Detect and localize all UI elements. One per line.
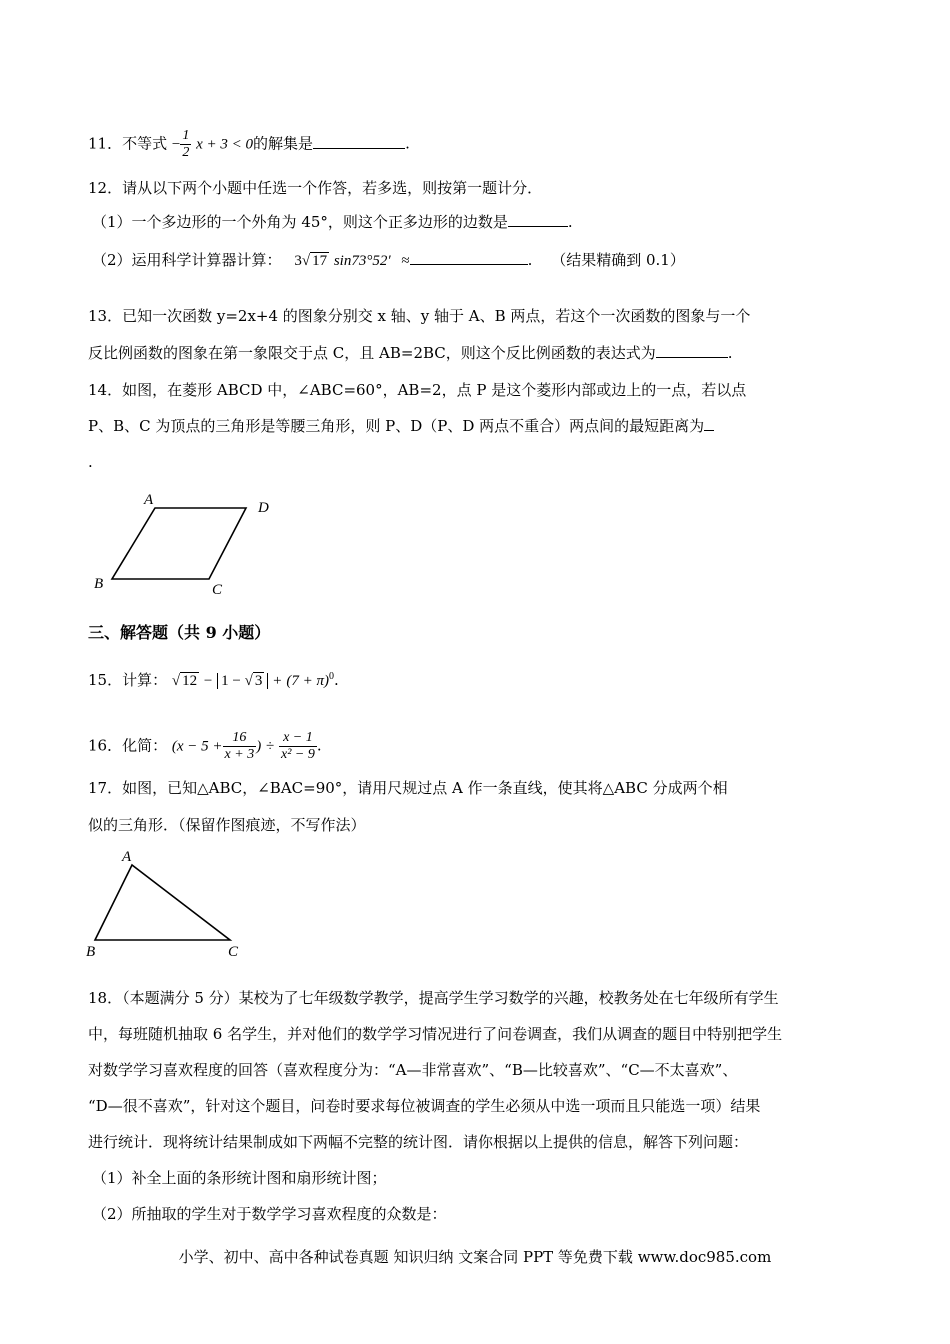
q13-end: . bbox=[727, 344, 733, 362]
q16-divide: ÷ bbox=[265, 738, 275, 755]
q15-plus: + bbox=[273, 673, 282, 689]
q17-line2: 似的三角形．（保留作图痕迹，不写作法） bbox=[88, 816, 366, 834]
q18-line3: 对数学学习喜欢程度的回答（喜欢程度分为：“A—非常喜欢”、“B—比较喜欢”、“C—不太喜欢”、 bbox=[88, 1061, 738, 1079]
rhombus-label-c: C bbox=[212, 582, 223, 598]
q15-paren: (7 + π) bbox=[286, 673, 330, 689]
section-3-title: 三、解答题（共 9 小题） bbox=[88, 623, 271, 642]
rhombus-label-a: A bbox=[144, 492, 154, 508]
q16-fraction-2 bbox=[279, 730, 317, 763]
q13-answer-blank[interactable] bbox=[656, 343, 728, 358]
q13-line2-wrap bbox=[88, 343, 733, 363]
q15-exponent: 0 bbox=[329, 671, 335, 682]
q11-frac-den: 2 bbox=[182, 145, 190, 160]
q18-sub1: （1）补全上面的条形统计图和扇形统计图； bbox=[92, 1169, 387, 1187]
q14-line2: P、B、C 为顶点的三角形是等腰三角形，则 P、D（P、D 两点不重合）两点间的最短距离为 bbox=[88, 417, 705, 435]
triangle-label-a: A bbox=[122, 849, 132, 865]
triangle-label-b: B bbox=[86, 944, 96, 960]
radical-sign: √ bbox=[301, 253, 311, 269]
q11-expression: x + 3 < 0 bbox=[196, 136, 254, 153]
q15-prefix: 15．计算： bbox=[88, 671, 168, 689]
q17-line1: 17．如图，已知△ABC，∠BAC=90°，请用尺规过点 A 作一条直线，使其将△ABC 分成两个相 bbox=[88, 779, 728, 797]
q14-answer-blank[interactable] bbox=[704, 416, 714, 431]
question-15 bbox=[88, 667, 339, 691]
q18-line4: “D—很不喜欢”，针对这个题目，问卷时要求每位被调查的学生必须从中选一项而且只能选一项）结果 bbox=[88, 1097, 761, 1115]
question-11 bbox=[88, 128, 410, 161]
q18-line5: 进行统计．现将统计结果制成如下两幅不完整的统计图．请你根据以上提供的信息，解答下列问题： bbox=[88, 1133, 749, 1151]
q12-sub2-function: sin73°52′ bbox=[333, 253, 391, 269]
q11-end: . bbox=[405, 134, 410, 153]
q12-sub1-text: （1）一个多边形的一个外角为 45°，则这个正多边形的边数是 bbox=[92, 213, 508, 231]
q11-suffix: 的解集是 bbox=[253, 134, 314, 153]
triangle-shape bbox=[95, 865, 230, 940]
q14-line1: 14．如图，在菱形 ABCD 中，∠ABC=60°，AB=2，点 P 是这个菱形内部或边上的一点，若以点 bbox=[88, 381, 747, 399]
triangle-label-c: C bbox=[228, 944, 239, 960]
q12-sub1-end: . bbox=[567, 213, 573, 231]
q15-radicand: 12 bbox=[182, 673, 198, 689]
q15-abs-part: 1 − bbox=[221, 673, 245, 689]
q16-fraction-1 bbox=[223, 730, 257, 763]
q12-sub2-note: （结果精确到 0.1） bbox=[551, 251, 685, 269]
q15-minus: − bbox=[203, 673, 213, 689]
q11-answer-blank[interactable] bbox=[313, 134, 405, 149]
q14-line3: . bbox=[88, 453, 93, 471]
radical-sign: √ bbox=[244, 673, 253, 689]
q11-sign: − bbox=[171, 136, 181, 153]
q12-sub2 bbox=[92, 250, 685, 271]
q12-sub2-radicand: 17 bbox=[312, 253, 328, 269]
q16-end: . bbox=[316, 736, 322, 755]
q16-f1-den: x + 3 bbox=[224, 747, 255, 762]
question-16 bbox=[88, 730, 322, 763]
q16-prefix: 16．化简： bbox=[88, 736, 168, 755]
q16-close: ) bbox=[256, 738, 262, 755]
q11-prefix: 不等式 bbox=[122, 134, 168, 153]
q13-line1: 13．已知一次函数 y=2x+4 的图象分别交 x 轴、y 轴于 A、B 两点，若这个一次函数的图象与一个 bbox=[88, 307, 751, 325]
q18-line1: 18．（本题满分 5 分）某校为了七年级数学教学，提高学生学习数学的兴趣，校教务处在七年级所有学生 bbox=[88, 989, 779, 1007]
rhombus-label-d: D bbox=[258, 500, 269, 516]
q11-frac-num: 1 bbox=[182, 128, 190, 143]
q14-line2-wrap bbox=[88, 416, 714, 436]
q12-sub2-text: （2）运用科学计算器计算： bbox=[92, 251, 282, 269]
q15-absolute-value bbox=[217, 673, 268, 689]
q15-end: . bbox=[334, 671, 339, 689]
q12-sub1 bbox=[92, 212, 573, 232]
q18-sub2: （2）所抽取的学生对于数学学习喜欢程度的众数是： bbox=[92, 1205, 447, 1223]
q15-abs-radicand: 3 bbox=[254, 673, 263, 689]
q18-line2: 中，每班随机抽取 6 名学生，并对他们的数学学习情况进行了问卷调查，我们从调查的题目中特别把学生 bbox=[88, 1025, 783, 1043]
q13-line2: 反比例函数的图象在第一象限交于点 C，且 AB=2BC，则这个反比例函数的表达式为 bbox=[88, 344, 656, 362]
q11-number: 11． bbox=[88, 134, 123, 153]
radical-sign: √ bbox=[171, 673, 181, 689]
rhombus-label-b: B bbox=[94, 576, 104, 592]
q16-f2-num: x − 1 bbox=[279, 730, 317, 747]
triangle-figure bbox=[82, 846, 262, 961]
q11-fraction bbox=[180, 128, 191, 161]
q12-sub2-end: . bbox=[527, 251, 533, 269]
q16-f1-num: 16 bbox=[223, 730, 257, 747]
q12-line1: 12．请从以下两个小题中任选一个作答，若多选，则按第一题计分． bbox=[88, 179, 543, 197]
q12-sub1-blank[interactable] bbox=[508, 212, 568, 227]
q12-sub2-approx: ≈ bbox=[401, 253, 410, 269]
q12-sub2-blank[interactable] bbox=[410, 250, 528, 265]
rhombus-figure bbox=[88, 488, 288, 600]
page-footer: 小学、初中、高中各种试卷真题 知识归纳 文案合同 PPT 等免费下载 www.doc985.com bbox=[178, 1248, 772, 1266]
q16-f2-den: x² − 9 bbox=[281, 747, 315, 762]
q16-open: (x − 5 + bbox=[171, 738, 223, 755]
q12-sub2-coef: 3 bbox=[294, 253, 302, 269]
rhombus-shape bbox=[112, 508, 246, 579]
